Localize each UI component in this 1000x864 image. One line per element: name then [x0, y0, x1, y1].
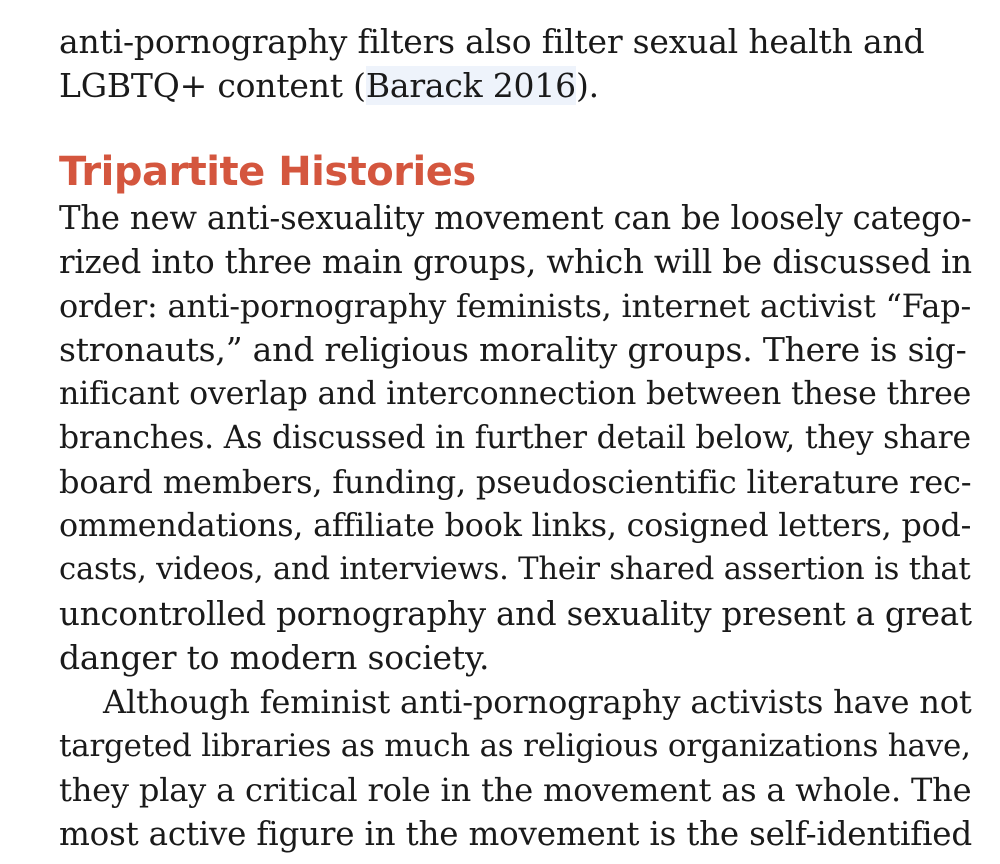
citation-link[interactable]: Barack 2016	[365, 66, 576, 105]
paragraph-1-line: order: anti-pornography feminists, internet activist “Fap-	[59, 287, 972, 325]
paragraph-1-line: danger to modern society.	[59, 638, 490, 677]
paragraph-2-line: they play a critical role in the movement as a whole. The	[59, 771, 972, 809]
paragraph-1-line: uncontrolled pornography and sexuality present a great	[59, 595, 972, 633]
paragraph-1-line: board members, funding, pseudoscientific literature rec-	[59, 463, 972, 501]
paragraph-2-line: most active figure in the movement is the self-identified	[59, 815, 973, 853]
paragraph-2-line: targeted libraries as much as religious organizations have,	[59, 728, 971, 764]
intro-line-2-text: LGBTQ+ content (	[59, 66, 366, 105]
intro-line-2-end: ).	[575, 66, 599, 105]
paragraph-1-line: casts, videos, and interviews. Their shared assertion is that	[59, 552, 971, 587]
paragraph-1-line: ommendations, affiliate book links, cosigned letters, pod-	[59, 508, 972, 544]
intro-line-1: anti-pornography filters also filter sexual health and	[59, 22, 925, 61]
paragraph-1-line: rized into three main groups, which will be discussed in	[59, 243, 972, 281]
paragraph-2-line: Although feminist anti-pornography activists have not	[103, 683, 972, 721]
paragraph-1-line: branches. As discussed in further detail below, they share	[59, 420, 971, 456]
paragraph-1-line: nificant overlap and interconnection between these three	[59, 376, 972, 412]
intro-line-2	[59, 64, 599, 108]
paragraph-1-line: The new anti-sexuality movement can be loosely catego-	[59, 199, 972, 237]
section-heading: Tripartite Histories	[59, 149, 476, 195]
paragraph-1-line: stronauts,” and religious morality groups. There is sig-	[59, 330, 967, 369]
